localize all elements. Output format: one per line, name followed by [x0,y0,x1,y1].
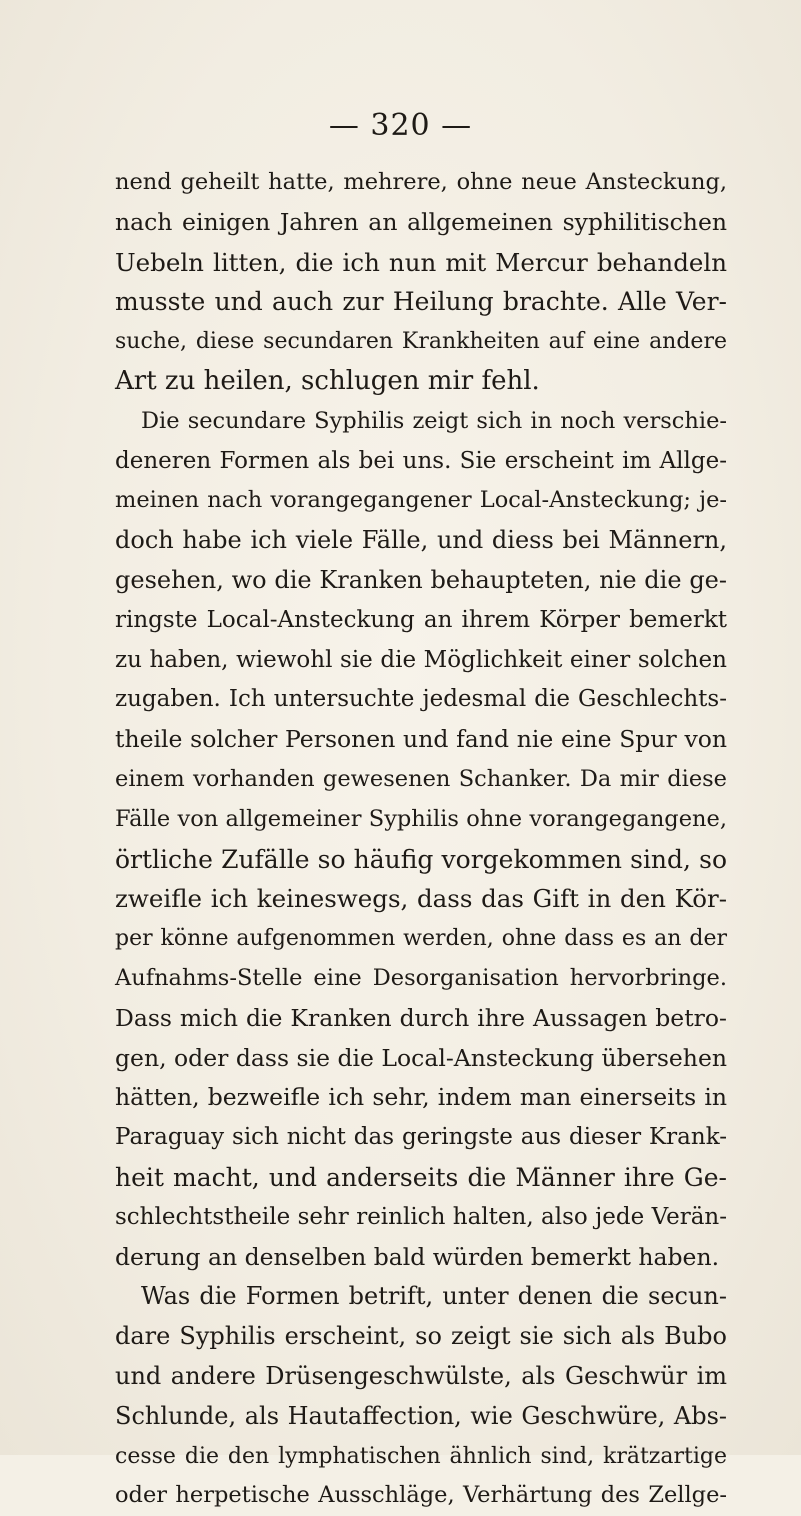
text-line: oder herpetische Ausschläge, Verhärtung des Zellge- [115,1482,727,1509]
text-line: einem vorhanden gewesenen Schanker. Da mir diese [115,765,727,792]
text-line: doch habe ich viele Fälle, und diess bei Männern, [115,526,727,555]
text-line: per könne aufgenommen werden, ohne dass es an der [115,926,727,952]
text-line: zweifle ich keineswegs, dass das Gift in den Kör- [115,884,727,914]
text-line: gesehen, wo die Kranken behaupteten, nie die ge- [115,565,727,594]
body-text [115,163,727,1516]
text-line: Aufnahms-Stelle eine Desorganisation hervorbringe. [115,964,727,991]
text-line: nend geheilt hatte, mehrere, ohne neue Ansteckung, [115,169,727,195]
text-line: Die secundare Syphilis zeigt sich in noch verschie- [141,407,727,434]
text-line: Art zu heilen, schlugen mir fehl. [115,365,540,396]
text-line: Fälle von allgemeiner Syphilis ohne vorangegangene, [115,805,727,832]
text-line: Was die Formen betrift, unter denen die secun- [141,1282,727,1311]
text-line: dare Syphilis erscheint, so zeigt sie sich als Bubo [115,1322,727,1351]
text-line: deneren Formen als bei uns. Sie erscheint im Allge- [115,447,727,474]
text-line: zugaben. Ich untersuchte jedesmal die Geschlechts- [115,686,727,713]
text-line: musste und auch zur Heilung brachte. Alle Ver- [115,287,727,317]
text-line: zu haben, wiewohl sie die Möglichkeit einer solchen [115,646,727,673]
text-line: hätten, bezweifle ich sehr, indem man einerseits in [115,1083,727,1112]
text-line: ringste Local-Ansteckung an ihrem Körper bemerkt [115,606,727,633]
text-line: schlechtstheile sehr reinlich halten, also jede Verän- [115,1203,727,1230]
page-number: — 320 — [328,108,473,143]
text-line: und andere Drüsengeschwülste, als Geschwür im [115,1361,727,1390]
text-line: Dass mich die Kranken durch ihre Aussagen betro- [115,1003,727,1032]
text-line: Paraguay sich nicht das geringste aus dieser Krank- [115,1124,727,1151]
text-line: suche, diese secundaren Krankheiten auf eine andere [115,329,727,355]
text-line: meinen nach vorangegangener Local-Ansteckung; je- [115,487,727,514]
text-line: gen, oder dass sie die Local-Ansteckung übersehen [115,1043,727,1072]
text-line: cesse die den lymphatischen ähnlich sind, krätzartige [115,1443,727,1469]
text-line: örtliche Zufälle so häufig vorgekommen sind, so [115,844,727,874]
text-line: nach einigen Jahren an allgemeinen syphilitischen [115,207,727,236]
text-line: theile solcher Personen und fand nie eine Spur von [115,725,727,754]
text-line: derung an denselben bald würden bemerkt haben. [115,1242,720,1271]
text-line: Schlunde, als Hautaffection, wie Geschwüre, Abs- [115,1401,727,1430]
text-line: heit macht, und anderseits die Männer ihre Ge- [115,1162,727,1192]
text-line: Uebeln litten, die ich nun mit Mercur behandeln [115,247,727,277]
